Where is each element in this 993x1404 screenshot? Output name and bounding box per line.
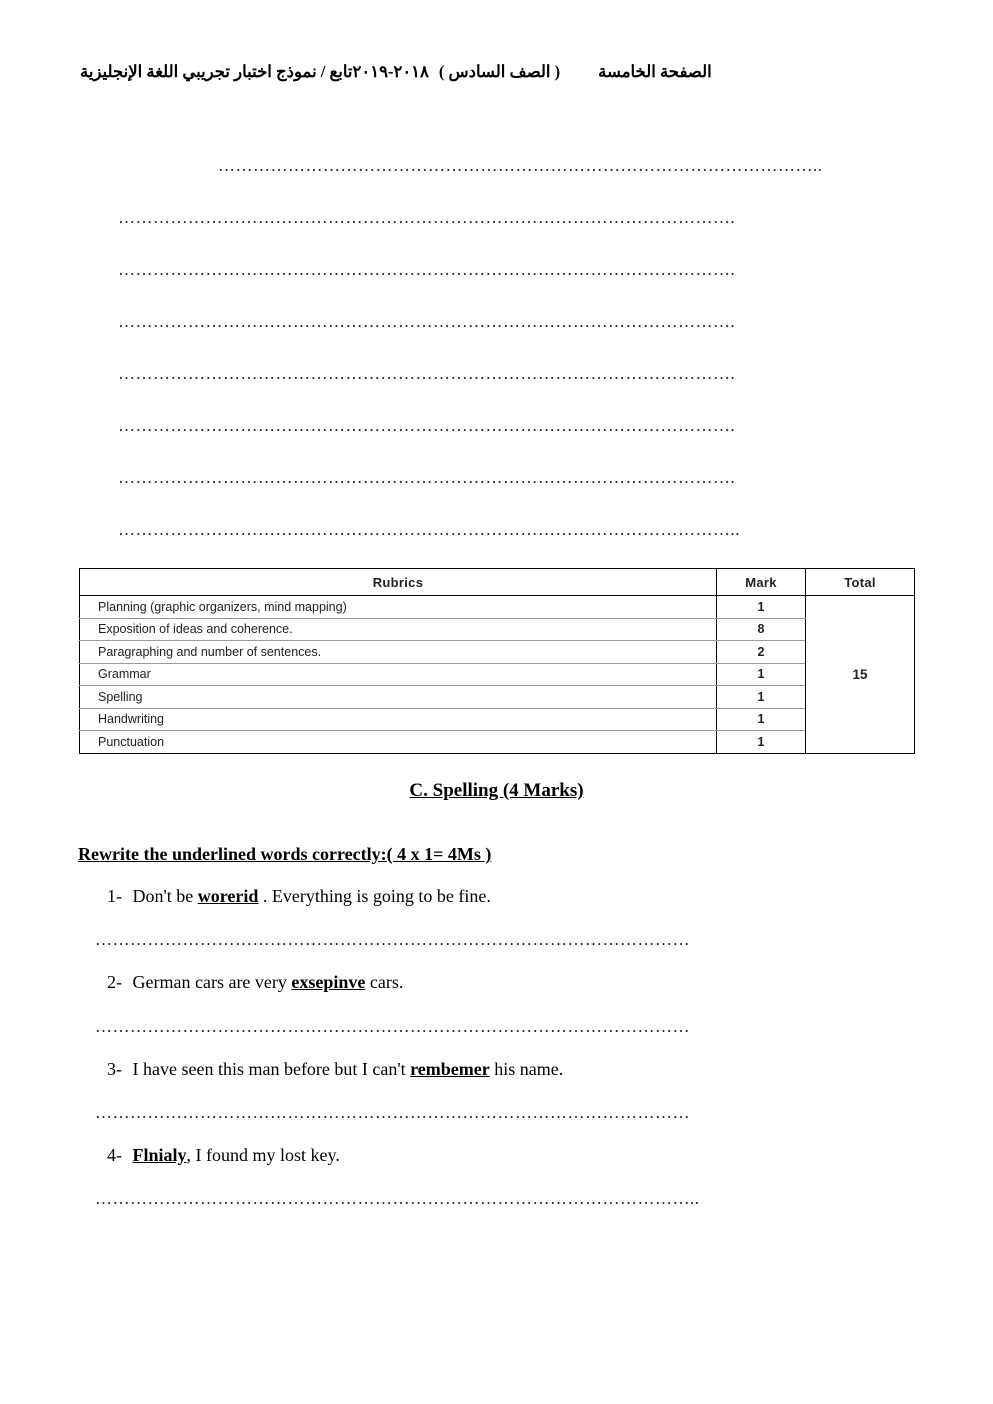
question-item	[95, 1143, 900, 1167]
answer-line: …………………………………………………………………………………………….	[118, 260, 736, 279]
rubric-total: 15	[806, 596, 915, 754]
table-row	[80, 663, 915, 686]
table-row	[80, 618, 915, 641]
table-row	[80, 596, 915, 619]
rubric-mark: 1	[717, 731, 806, 754]
column-header-mark: Mark	[717, 569, 806, 596]
answer-line: …………………………………………………………………………………………….	[118, 468, 736, 487]
header-year: ٢٠١٨-٢٠١٩	[352, 62, 429, 81]
rubric-criterion: Handwriting	[80, 708, 717, 731]
answer-line: …………………………………………………………………………………………..	[95, 1189, 700, 1209]
answer-line: …………………………………………………………………………………………….	[118, 416, 736, 435]
question-text-after: his name.	[489, 1058, 564, 1079]
rubric-criterion: Punctuation	[80, 731, 717, 754]
rubric-mark: 2	[717, 641, 806, 664]
question-text-before: German cars are very	[132, 972, 292, 993]
rubrics-table	[79, 568, 915, 754]
answer-line: …………………………………………………………………………………………….	[118, 208, 736, 227]
rubric-mark: 1	[717, 596, 806, 619]
spelling-question-list	[95, 884, 900, 1229]
question-text-before: I have seen this man before but I can't	[132, 1058, 411, 1079]
table-header-row	[80, 569, 915, 596]
question-number: 3-	[107, 1058, 122, 1079]
header-page-number: الصفحة الخامسة	[598, 62, 712, 81]
table-row	[80, 708, 915, 731]
column-header-rubrics: Rubrics	[80, 569, 717, 596]
question-number: 4-	[107, 1144, 122, 1165]
question-item	[95, 884, 900, 908]
question-item	[95, 970, 900, 994]
underlined-word: rembemer	[410, 1058, 490, 1079]
rubric-mark: 1	[717, 708, 806, 731]
rubric-criterion: Paragraphing and number of sentences.	[80, 641, 717, 664]
question-text-after: cars.	[365, 972, 404, 993]
header-title: تابع / نموذج اختبار تجريبي اللغة الإنجليزية	[80, 62, 353, 81]
question-text-after: . Everything is going to be fine.	[258, 886, 491, 906]
section-title-text: C. Spelling (4 Marks)	[409, 780, 584, 801]
answer-line: …………………………………………………………………………………………	[95, 1102, 690, 1122]
underlined-word: exsepinve	[291, 972, 366, 993]
answer-line: …………………………………………………………………………………………….	[118, 364, 736, 383]
rubric-criterion: Grammar	[80, 663, 717, 686]
rubric-mark: 1	[717, 663, 806, 686]
underlined-word: worerid	[197, 886, 259, 906]
question-text-after: , I found my lost key.	[186, 1144, 340, 1165]
answer-line: …………………………………………………………………………………………….	[118, 312, 736, 331]
rubric-criterion: Exposition of ideas and coherence.	[80, 618, 717, 641]
column-header-total: Total	[806, 569, 915, 596]
question-number: 2-	[107, 972, 122, 993]
answer-line: …………………………………………………………………………………………..	[218, 156, 823, 175]
page-header	[80, 62, 913, 82]
answer-line: …………………………………………………………………………………………	[95, 930, 690, 950]
section-title-spelling	[0, 780, 993, 802]
header-grade: ( الصف السادس )	[438, 62, 561, 81]
question-number: 1-	[107, 886, 122, 906]
underlined-word: Flnialy	[132, 1144, 187, 1165]
rubrics-table-container	[79, 568, 915, 754]
rubric-mark: 1	[717, 686, 806, 709]
question-item	[95, 1057, 900, 1081]
answer-line: …………………………………………………………………………………………	[95, 1016, 690, 1036]
question-text-before: Don't be	[132, 886, 198, 906]
table-row	[80, 686, 915, 709]
rubric-criterion: Planning (graphic organizers, mind mapping)	[80, 596, 717, 619]
writing-answer-lines	[118, 140, 900, 556]
rubric-mark: 8	[717, 618, 806, 641]
answer-line: ……………………………………………………………………………………………..	[118, 520, 740, 539]
rubric-criterion: Spelling	[80, 686, 717, 709]
table-row	[80, 731, 915, 754]
spelling-instruction: Rewrite the underlined words correctly:( 4 x 1= 4Ms )	[78, 844, 492, 864]
table-row	[80, 641, 915, 664]
